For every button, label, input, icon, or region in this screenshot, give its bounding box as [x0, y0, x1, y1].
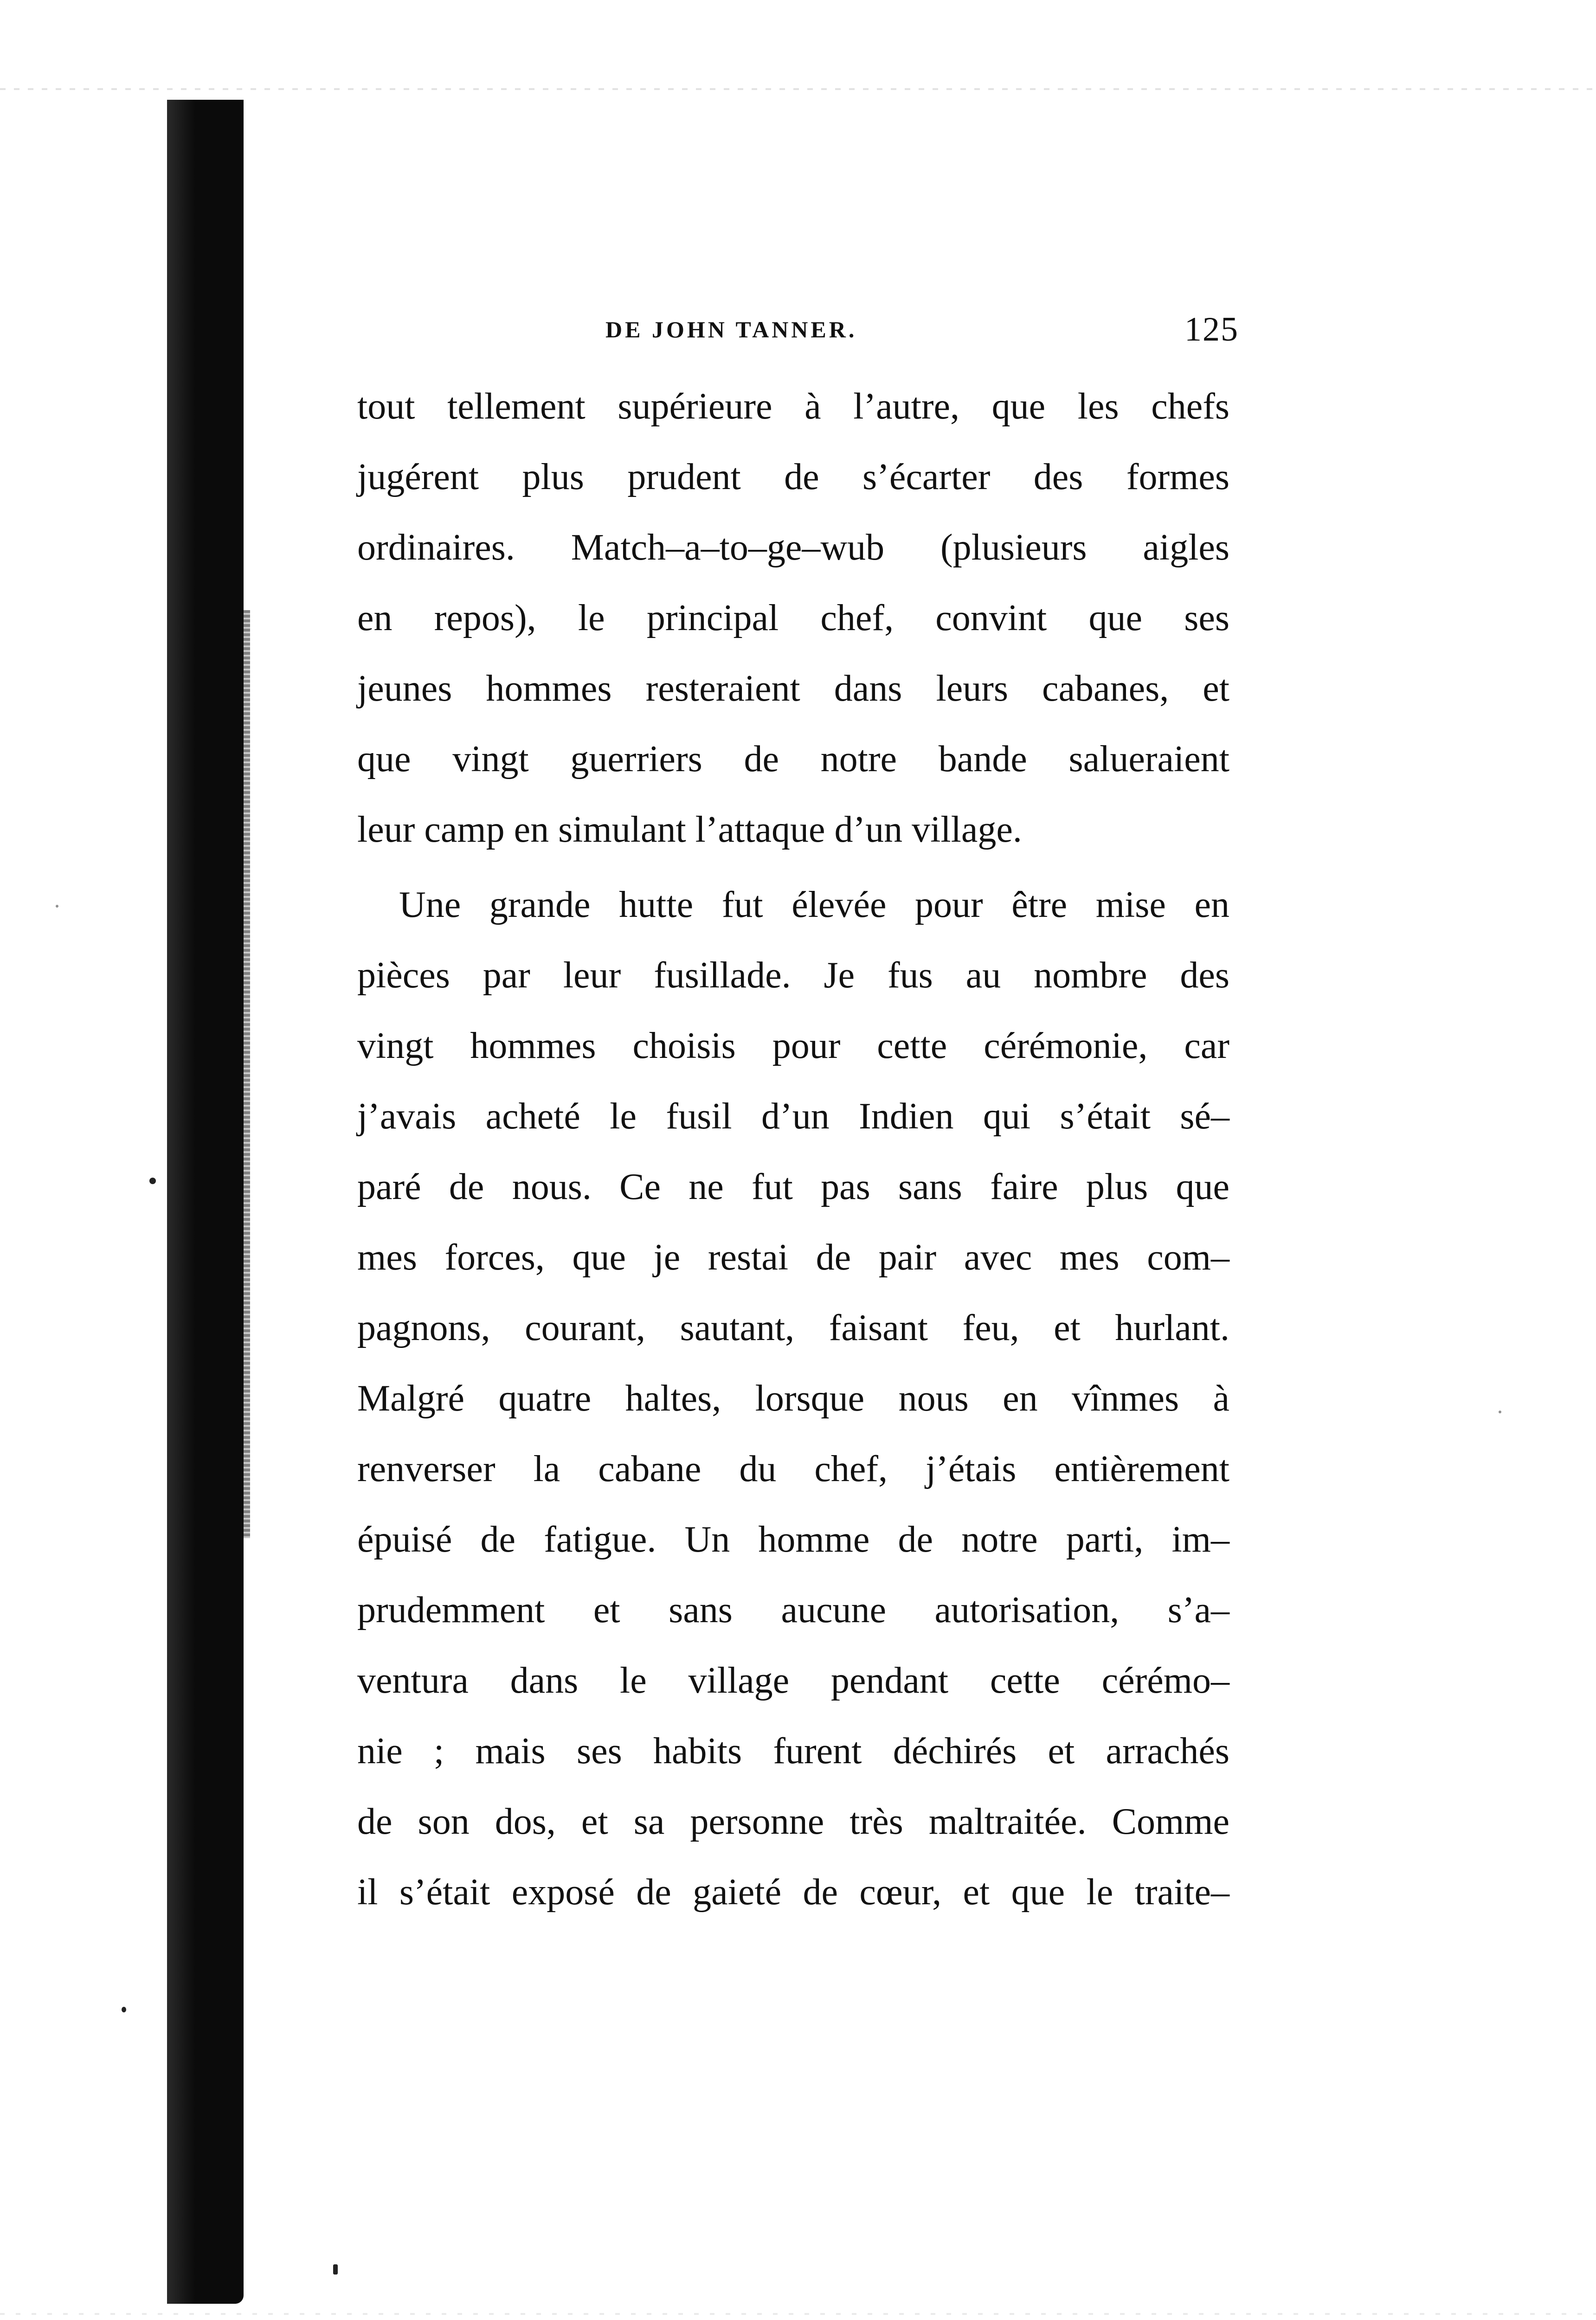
paragraph-gap: [357, 865, 1229, 870]
text-line: jugérent plus prudent de s’écarter des formes: [357, 457, 1229, 497]
page-top-edge: [0, 88, 1596, 90]
scan-speck: [56, 905, 58, 908]
text-line: que vingt guerriers de notre bande salueraient: [357, 739, 1229, 780]
text-line: j’avais acheté le fusil d’un Indien qui s’était sé–: [357, 1096, 1229, 1137]
scan-speck: [1499, 1411, 1501, 1413]
text-line: leur camp en simulant l’attaque d’un village.: [357, 809, 1022, 850]
text-line: pagnons, courant, sautant, faisant feu, et hurlant.: [357, 1308, 1229, 1348]
paragraph: [357, 371, 1229, 865]
text-line: en repos), le principal chef, convint que ses: [357, 598, 1229, 638]
text-line: pièces par leur fusillade. Je fus au nombre des: [357, 955, 1229, 996]
book-gutter-shadow: [167, 100, 244, 2304]
text-line: ordinaires. Match–a–to–ge–wub (plusieurs aigles: [357, 527, 1229, 568]
text-line: paré de nous. Ce ne fut pas sans faire plus que: [357, 1166, 1229, 1207]
text-line: vingt hommes choisis pour cette cérémonie, car: [357, 1025, 1229, 1066]
text-line: jeunes hommes resteraient dans leurs cabanes, et: [357, 668, 1229, 709]
body-text: [357, 371, 1229, 1927]
text-line: tout tellement supérieure à l’autre, que les chefs: [357, 386, 1229, 427]
text-line: il s’était exposé de gaieté de cœur, et que le traite–: [357, 1872, 1229, 1913]
text-line: mes forces, que je restai de pair avec mes com–: [357, 1237, 1229, 1278]
paragraph: [357, 870, 1229, 1927]
page-bottom-edge: [0, 2313, 1596, 2315]
running-title: DE JOHN TANNER.: [605, 316, 857, 342]
scan-speck: [149, 1178, 156, 1184]
text-line: ventura dans le village pendant cette cérémo–: [357, 1660, 1229, 1701]
text-line: Une grande hutte fut élevée pour être mise en: [399, 884, 1229, 925]
running-head: [357, 309, 1267, 350]
text-line: Malgré quatre haltes, lorsque nous en vînmes à: [357, 1378, 1229, 1419]
text-line: prudemment et sans aucune autorisation, s’a–: [357, 1590, 1229, 1630]
text-line: renverser la cabane du chef, j’étais entièrement: [357, 1449, 1229, 1489]
text-line: nie ; mais ses habits furent déchirés et arrachés: [357, 1731, 1229, 1772]
text-line: de son dos, et sa personne très maltraitée. Comme: [357, 1801, 1229, 1842]
scan-speck: [333, 2264, 338, 2275]
page-number: 125: [1184, 310, 1239, 348]
text-line: épuisé de fatigue. Un homme de notre parti, im–: [357, 1519, 1229, 1560]
scan-speck: [122, 2007, 126, 2012]
